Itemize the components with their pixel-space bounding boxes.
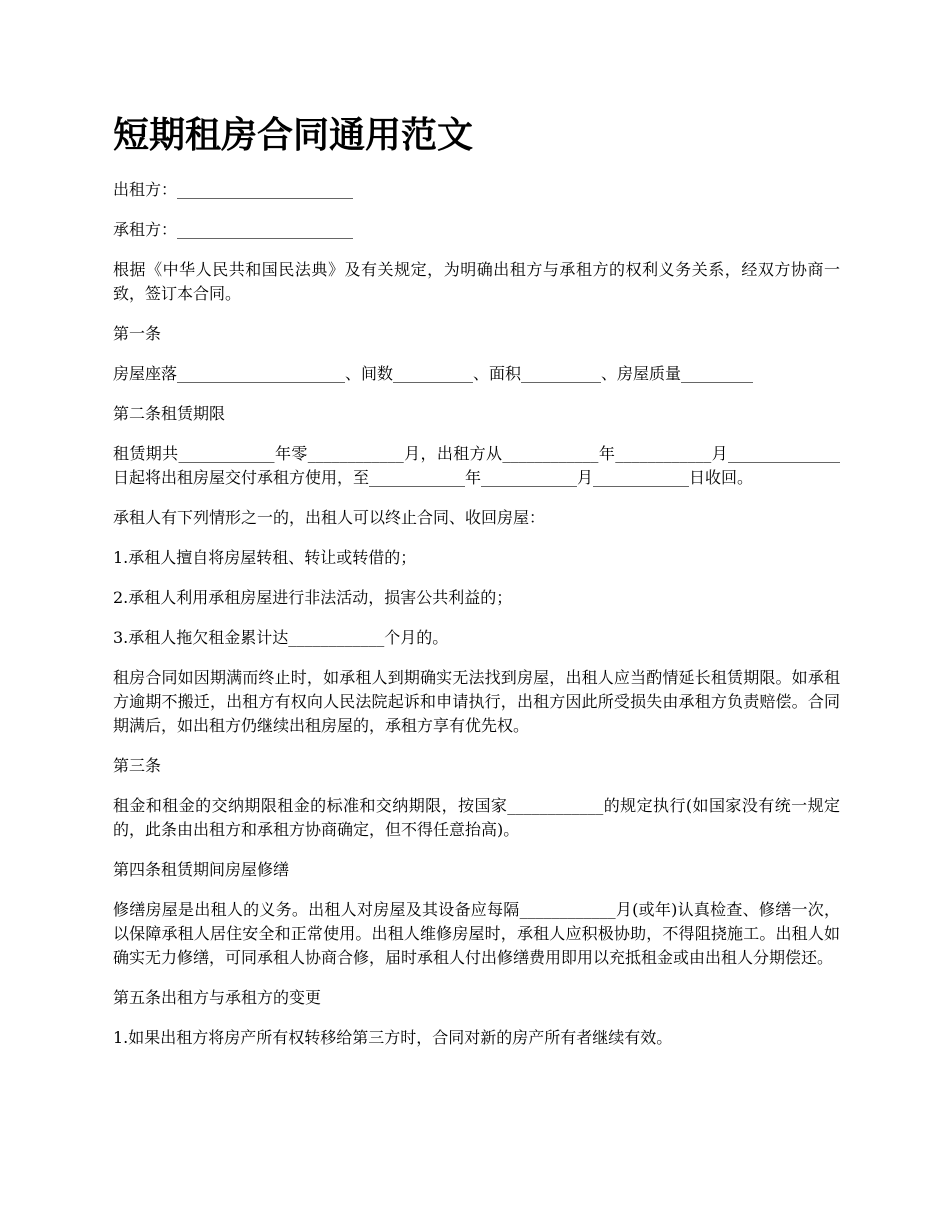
article-1-body: 房屋座落_____________________、间数__________、面积__________、房屋质量_________ [113, 364, 754, 383]
change-item-1: 1.如果出租方将房产所有权转移给第三方时，合同对新的房产所有者继续有效。 [113, 1028, 673, 1047]
document-body [113, 178, 840, 1066]
article-4-heading: 第四条租赁期间房屋修缮 [113, 860, 290, 879]
repair-paragraph: 修缮房屋是出租人的义务。出租人对房屋及其设备应每隔____________月(或年)认真检查、修缮一次，以保障承租人居住安全和正常使用。出租人维修房屋时，承租人应积极协助，不得阻挠施工。出租人如确实无力修缮，可同承租人协商合修，届时承租人付出修缮费用即用以充抵租金或由出租人分期偿还。 [113, 900, 840, 967]
article-5-heading: 第五条出租方与承租方的变更 [113, 988, 322, 1007]
lessee-line: 承租方：______________________ [113, 220, 354, 239]
lessor-line: 出租方：______________________ [113, 180, 354, 199]
rent-paragraph: 租金和租金的交纳期限租金的标准和交纳期限，按国家____________的规定执行(如国家没有统一规定的，此条由出租方和承租方协商确定，但不得任意抬高)。 [113, 796, 840, 839]
termination-item-1: 1.承租人擅自将房屋转租、转让或转借的； [113, 548, 417, 567]
article-1-heading: 第一条 [113, 324, 162, 343]
expiry-paragraph: 租房合同如因期满而终止时，如承租人到期确实无法找到房屋，出租人应当酌情延长租赁期限。如承租方逾期不搬迁，出租方有权向人民法院起诉和申请执行，出租方因此所受损失由承租方负责赔偿。合同期满后，如出租方仍继续出租房屋的，承租方享有优先权。 [113, 668, 840, 735]
termination-item-3: 3.承租人拖欠租金累计达____________个月的。 [113, 628, 449, 647]
document-title: 短期租房合同通用范文 [113, 115, 474, 156]
preamble-paragraph: 根据《中华人民共和国民法典》及有关规定，为明确出租方与承租方的权利义务关系，经双方协商一致，签订本合同。 [113, 260, 840, 303]
article-3-heading: 第三条 [113, 756, 162, 775]
termination-intro-paragraph: 承租人有下列情形之一的，出租人可以终止合同、收回房屋： [113, 508, 546, 527]
termination-item-2: 2.承租人利用承租房屋进行非法活动，损害公共利益的； [113, 588, 513, 607]
article-2-heading: 第二条租赁期限 [113, 404, 226, 423]
lease-term-paragraph: 租赁期共____________年零____________月，出租方从____________年____________月______________日起将出租房屋交付承租方使用，至____________年____________月____________日收回。 [113, 444, 840, 487]
